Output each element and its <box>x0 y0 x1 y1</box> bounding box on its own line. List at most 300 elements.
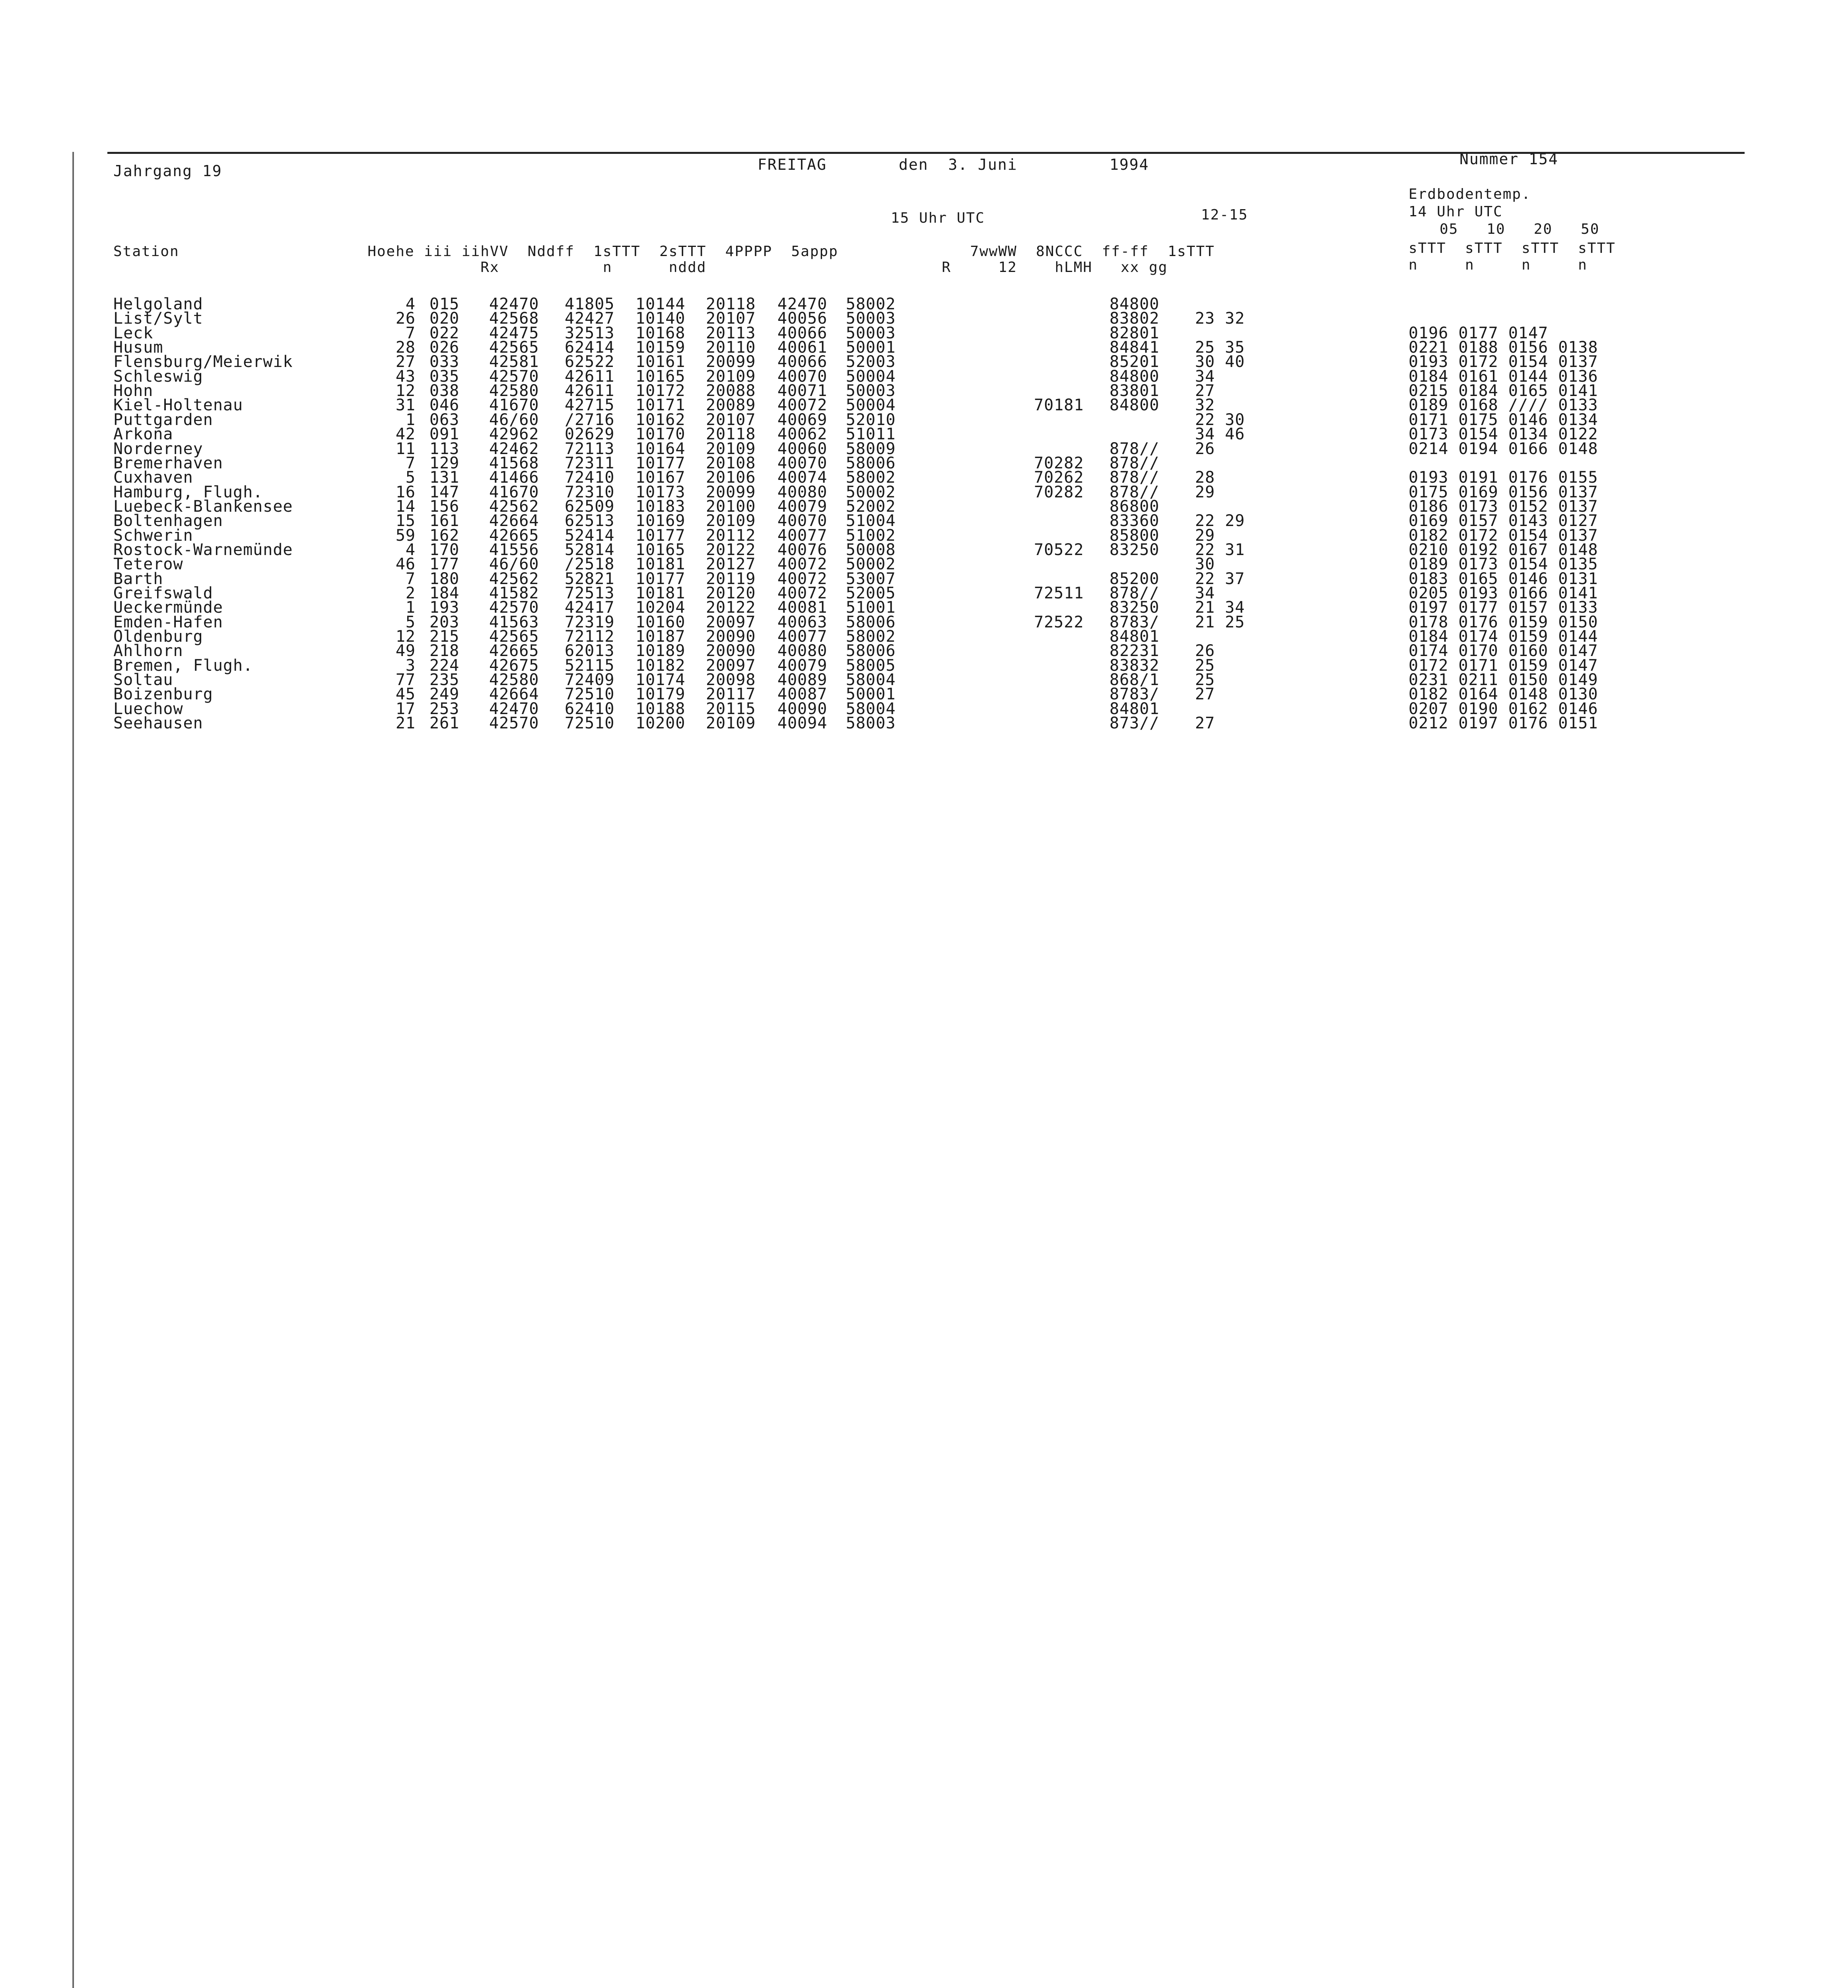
ff-ff-cell: 27 <box>1195 685 1215 703</box>
2sTTT-cell: 20098 <box>706 671 756 689</box>
iii-cell: 015 <box>429 295 460 313</box>
2sTTT-cell: 20107 <box>706 309 756 328</box>
8NCCC-cell: 84800 <box>1110 367 1160 386</box>
2sTTT-cell: 20109 <box>706 367 756 386</box>
soil-temps-cell: 0221 0188 0156 0138 <box>1409 338 1598 357</box>
4PPPP-cell: 40056 <box>777 309 828 328</box>
4PPPP-cell: 40080 <box>777 642 828 660</box>
ff-ff-cell: 22 31 <box>1195 541 1245 559</box>
hoehe-cell: 27 <box>395 353 416 371</box>
hoehe-cell: 3 <box>405 656 416 675</box>
iii-cell: 046 <box>429 396 460 414</box>
2sTTT-cell: 20090 <box>706 642 756 660</box>
iihVV-cell: 42665 <box>489 642 539 660</box>
4PPPP-cell: 40072 <box>777 584 828 602</box>
5appp-cell: 50008 <box>846 541 896 559</box>
ff-ff-cell: 22 30 <box>1195 411 1245 429</box>
5appp-cell: 58006 <box>846 642 896 660</box>
5appp-cell: 51011 <box>846 425 896 443</box>
top-rule <box>107 152 1745 154</box>
2sTTT-cell: 20097 <box>706 656 756 675</box>
iii-cell: 215 <box>429 627 460 646</box>
hoehe-cell: 26 <box>395 309 416 328</box>
iihVV-cell: 42570 <box>489 367 539 386</box>
7wwWW-cell: 72511 <box>1034 584 1084 602</box>
ff-ff-cell: 34 46 <box>1195 425 1245 443</box>
ff-ff-cell: 29 <box>1195 526 1215 545</box>
4PPPP-cell: 40069 <box>777 411 828 429</box>
2sTTT-cell: 20122 <box>706 541 756 559</box>
soil-temps-cell: 0171 0175 0146 0134 <box>1409 411 1598 429</box>
iihVV-cell: 41466 <box>489 468 539 487</box>
7wwWW-cell: 70282 <box>1034 483 1084 501</box>
5appp-cell: 50001 <box>846 338 896 357</box>
1sTTT-cell: 10187 <box>635 627 686 646</box>
1sTTT-cell: 10177 <box>635 570 686 588</box>
hoehe-cell: 59 <box>395 526 416 545</box>
iii-cell: 022 <box>429 324 460 342</box>
Nddff-cell: /2518 <box>565 555 615 573</box>
station-name-cell: Hohn <box>113 382 154 400</box>
station-name-cell: Teterow <box>113 555 183 573</box>
station-name-cell: Greifswald <box>113 584 213 602</box>
hoehe-cell: 14 <box>395 497 416 516</box>
iii-cell: 162 <box>429 526 460 545</box>
hoehe-cell: 45 <box>395 685 416 703</box>
iihVV-cell: 42568 <box>489 309 539 328</box>
7wwWW-cell: 70522 <box>1034 541 1084 559</box>
4PPPP-cell: 40072 <box>777 396 828 414</box>
1sTTT-cell: 10162 <box>635 411 686 429</box>
hoehe-cell: 7 <box>405 454 416 472</box>
hoehe-cell: 7 <box>405 570 416 588</box>
hoehe-cell: 16 <box>395 483 416 501</box>
2sTTT-cell: 20122 <box>706 598 756 617</box>
5appp-cell: 58004 <box>846 700 896 718</box>
1sTTT-cell: 10172 <box>635 382 686 400</box>
station-name-cell: Rostock-Warnemünde <box>113 541 293 559</box>
8NCCC-cell: 878// <box>1110 454 1160 472</box>
8NCCC-cell: 83250 <box>1110 541 1160 559</box>
hoehe-cell: 17 <box>395 700 416 718</box>
8NCCC-cell: 84801 <box>1110 627 1160 646</box>
iihVV-cell: 42562 <box>489 570 539 588</box>
ff-ff-cell: 30 <box>1195 555 1215 573</box>
8NCCC-cell: 86800 <box>1110 497 1160 516</box>
4PPPP-cell: 40079 <box>777 656 828 675</box>
station-name-cell: Barth <box>113 570 163 588</box>
soil-temps-cell: 0182 0172 0154 0137 <box>1409 526 1598 545</box>
iihVV-cell: 41568 <box>489 454 539 472</box>
1sTTT-cell: 10170 <box>635 425 686 443</box>
header-year: 1994 <box>1110 156 1149 173</box>
4PPPP-cell: 40089 <box>777 671 828 689</box>
8NCCC-cell: 83832 <box>1110 656 1160 675</box>
2sTTT-cell: 20117 <box>706 685 756 703</box>
station-name-cell: Bremerhaven <box>113 454 223 472</box>
5appp-cell: 51004 <box>846 512 896 530</box>
1sTTT-cell: 10189 <box>635 642 686 660</box>
5appp-cell: 50004 <box>846 396 896 414</box>
8NCCC-cell: 84800 <box>1110 396 1160 414</box>
iihVV-cell: 42470 <box>489 700 539 718</box>
8NCCC-cell: 82231 <box>1110 642 1160 660</box>
iii-cell: 180 <box>429 570 460 588</box>
iihVV-cell: 42562 <box>489 497 539 516</box>
Nddff-cell: /2716 <box>565 411 615 429</box>
iii-cell: 131 <box>429 468 460 487</box>
1sTTT-cell: 10165 <box>635 541 686 559</box>
5appp-cell: 53007 <box>846 570 896 588</box>
hoehe-cell: 21 <box>395 714 416 732</box>
1sTTT-cell: 10169 <box>635 512 686 530</box>
Nddff-cell: 72513 <box>565 584 615 602</box>
1sTTT-cell: 10165 <box>635 367 686 386</box>
iii-cell: 147 <box>429 483 460 501</box>
Nddff-cell: 41805 <box>565 295 615 313</box>
2sTTT-cell: 20113 <box>706 324 756 342</box>
1sTTT-cell: 10182 <box>635 656 686 675</box>
Nddff-cell: 72510 <box>565 685 615 703</box>
5appp-cell: 58004 <box>846 671 896 689</box>
5appp-cell: 58002 <box>846 295 896 313</box>
4PPPP-cell: 40062 <box>777 425 828 443</box>
station-name-cell: Bremen, Flugh. <box>113 656 253 675</box>
column-header-line2: Rx n nddd R 12 hLMH xx gg <box>113 259 1168 276</box>
Nddff-cell: 42427 <box>565 309 615 328</box>
iihVV-cell: 41582 <box>489 584 539 602</box>
8NCCC-cell: 868/1 <box>1110 671 1160 689</box>
header-day: FREITAG <box>758 156 827 173</box>
2sTTT-cell: 20109 <box>706 440 756 458</box>
soil-temps-cell: 0169 0157 0143 0127 <box>1409 512 1598 530</box>
1sTTT-cell: 10188 <box>635 700 686 718</box>
Nddff-cell: 42417 <box>565 598 615 617</box>
4PPPP-cell: 40072 <box>777 570 828 588</box>
ff-ff-cell: 25 <box>1195 671 1215 689</box>
iii-cell: 161 <box>429 512 460 530</box>
iii-cell: 218 <box>429 642 460 660</box>
5appp-cell: 50001 <box>846 685 896 703</box>
4PPPP-cell: 40077 <box>777 627 828 646</box>
hoehe-cell: 43 <box>395 367 416 386</box>
4PPPP-cell: 40079 <box>777 497 828 516</box>
station-name-cell: Boltenhagen <box>113 512 223 530</box>
2sTTT-cell: 20110 <box>706 338 756 357</box>
Nddff-cell: 52414 <box>565 526 615 545</box>
1sTTT-cell: 10164 <box>635 440 686 458</box>
soil-depths: 05 10 20 50 <box>1440 221 1600 237</box>
5appp-cell: 50002 <box>846 483 896 501</box>
2sTTT-cell: 20119 <box>706 570 756 588</box>
Nddff-cell: 52821 <box>565 570 615 588</box>
4PPPP-cell: 40071 <box>777 382 828 400</box>
soil-temps-cell: 0173 0154 0134 0122 <box>1409 425 1598 443</box>
1sTTT-cell: 10174 <box>635 671 686 689</box>
hoehe-cell: 15 <box>395 512 416 530</box>
iihVV-cell: 42580 <box>489 671 539 689</box>
1sTTT-cell: 10204 <box>635 598 686 617</box>
iihVV-cell: 42664 <box>489 512 539 530</box>
iii-cell: 038 <box>429 382 460 400</box>
Nddff-cell: 72310 <box>565 483 615 501</box>
4PPPP-cell: 40077 <box>777 526 828 545</box>
Nddff-cell: 72410 <box>565 468 615 487</box>
8NCCC-cell: 84801 <box>1110 700 1160 718</box>
4PPPP-cell: 40070 <box>777 367 828 386</box>
7wwWW-cell: 70262 <box>1034 468 1084 487</box>
4PPPP-cell: 40087 <box>777 685 828 703</box>
iii-cell: 249 <box>429 685 460 703</box>
soil-temps-cell: 0193 0191 0176 0155 <box>1409 468 1598 487</box>
iihVV-cell: 41556 <box>489 541 539 559</box>
ff-ff-cell: 29 <box>1195 483 1215 501</box>
4PPPP-cell: 42470 <box>777 295 828 313</box>
ff-ff-cell: 23 32 <box>1195 309 1245 328</box>
Nddff-cell: 72311 <box>565 454 615 472</box>
iihVV-cell: 42470 <box>489 295 539 313</box>
station-name-cell: Arkona <box>113 425 173 443</box>
ff-ff-cell: 28 <box>1195 468 1215 487</box>
ff-ff-cell: 21 25 <box>1195 613 1245 631</box>
iii-cell: 020 <box>429 309 460 328</box>
8NCCC-cell: 83250 <box>1110 598 1160 617</box>
soil-temps-cell: 0207 0190 0162 0146 <box>1409 700 1598 718</box>
station-name-cell: Helgoland <box>113 295 203 313</box>
ff-ff-cell: 27 <box>1195 382 1215 400</box>
5appp-cell: 58009 <box>846 440 896 458</box>
iihVV-cell: 42664 <box>489 685 539 703</box>
4PPPP-cell: 40081 <box>777 598 828 617</box>
1sTTT-cell: 10160 <box>635 613 686 631</box>
2sTTT-cell: 20107 <box>706 411 756 429</box>
hoehe-cell: 46 <box>395 555 416 573</box>
5appp-cell: 58003 <box>846 714 896 732</box>
2sTTT-cell: 20100 <box>706 497 756 516</box>
Nddff-cell: 62513 <box>565 512 615 530</box>
Nddff-cell: 72319 <box>565 613 615 631</box>
4PPPP-cell: 40076 <box>777 541 828 559</box>
soil-temps-cell: 0172 0171 0159 0147 <box>1409 656 1598 675</box>
2sTTT-cell: 20118 <box>706 425 756 443</box>
soil-temps-cell: 0174 0170 0160 0147 <box>1409 642 1598 660</box>
4PPPP-cell: 40080 <box>777 483 828 501</box>
soil-temps-cell: 0184 0161 0144 0136 <box>1409 367 1598 386</box>
left-margin-line <box>72 152 74 1988</box>
header-number: Nummer 154 <box>1459 150 1558 168</box>
iii-cell: 035 <box>429 367 460 386</box>
ff-ff-cell: 26 <box>1195 642 1215 660</box>
2sTTT-cell: 20089 <box>706 396 756 414</box>
2sTTT-cell: 20112 <box>706 526 756 545</box>
soil-header-line1: sTTT sTTT sTTT sTTT <box>1409 240 1616 256</box>
1sTTT-cell: 10144 <box>635 295 686 313</box>
station-name-cell: Leck <box>113 324 154 342</box>
ff-ff-cell: 27 <box>1195 714 1215 732</box>
soil-temps-cell: 0189 0168 //// 0133 <box>1409 396 1598 414</box>
iii-cell: 177 <box>429 555 460 573</box>
5appp-cell: 52003 <box>846 353 896 371</box>
hoehe-cell: 49 <box>395 642 416 660</box>
header-left: Jahrgang 19 <box>113 162 222 180</box>
2sTTT-cell: 20099 <box>706 353 756 371</box>
iii-cell: 026 <box>429 338 460 357</box>
iii-cell: 063 <box>429 411 460 429</box>
hoehe-cell: 42 <box>395 425 416 443</box>
Nddff-cell: 62509 <box>565 497 615 516</box>
iihVV-cell: 42570 <box>489 598 539 617</box>
iii-cell: 156 <box>429 497 460 516</box>
1sTTT-cell: 10179 <box>635 685 686 703</box>
station-name-cell: Luechow <box>113 700 183 718</box>
1sTTT-cell: 10177 <box>635 526 686 545</box>
iii-cell: 091 <box>429 425 460 443</box>
iii-cell: 113 <box>429 440 460 458</box>
ff-ff-cell: 34 <box>1195 584 1215 602</box>
8NCCC-cell: 83801 <box>1110 382 1160 400</box>
1sTTT-cell: 10183 <box>635 497 686 516</box>
station-name-cell: List/Sylt <box>113 309 203 328</box>
1sTTT-cell: 10159 <box>635 338 686 357</box>
soil-temps-cell: 0197 0177 0157 0133 <box>1409 598 1598 617</box>
8NCCC-cell: 878// <box>1110 440 1160 458</box>
soil-temps-cell: 0178 0176 0159 0150 <box>1409 613 1598 631</box>
Nddff-cell: 72113 <box>565 440 615 458</box>
1sTTT-cell: 10167 <box>635 468 686 487</box>
2sTTT-cell: 20106 <box>706 468 756 487</box>
iii-cell: 224 <box>429 656 460 675</box>
hoehe-cell: 4 <box>405 541 416 559</box>
5appp-cell: 58002 <box>846 627 896 646</box>
ff-ff-cell: 30 40 <box>1195 353 1245 371</box>
iihVV-cell: 42565 <box>489 338 539 357</box>
8NCCC-cell: 878// <box>1110 468 1160 487</box>
station-name-cell: Ueckermünde <box>113 598 223 617</box>
soil-temps-cell: 0231 0211 0150 0149 <box>1409 671 1598 689</box>
iii-cell: 235 <box>429 671 460 689</box>
2sTTT-cell: 20090 <box>706 627 756 646</box>
Nddff-cell: 42715 <box>565 396 615 414</box>
station-name-cell: Flensburg/Meierwik <box>113 353 293 371</box>
5appp-cell: 58005 <box>846 656 896 675</box>
8NCCC-cell: 82801 <box>1110 324 1160 342</box>
5appp-cell: 50002 <box>846 555 896 573</box>
4PPPP-cell: 40094 <box>777 714 828 732</box>
5appp-cell: 50003 <box>846 324 896 342</box>
8NCCC-cell: 83802 <box>1110 309 1160 328</box>
Nddff-cell: 72510 <box>565 714 615 732</box>
8NCCC-cell: 84841 <box>1110 338 1160 357</box>
iihVV-cell: 42462 <box>489 440 539 458</box>
4PPPP-cell: 40074 <box>777 468 828 487</box>
hoehe-cell: 4 <box>405 295 416 313</box>
2sTTT-cell: 20115 <box>706 700 756 718</box>
4PPPP-cell: 40063 <box>777 613 828 631</box>
iihVV-cell: 42675 <box>489 656 539 675</box>
2sTTT-cell: 20120 <box>706 584 756 602</box>
4PPPP-cell: 40090 <box>777 700 828 718</box>
hoehe-cell: 5 <box>405 613 416 631</box>
Nddff-cell: 52814 <box>565 541 615 559</box>
station-name-cell: Luebeck-Blankensee <box>113 497 293 516</box>
time-utc-label: 15 Uhr UTC <box>891 210 985 226</box>
5appp-cell: 50004 <box>846 367 896 386</box>
hoehe-cell: 28 <box>395 338 416 357</box>
iihVV-cell: 42962 <box>489 425 539 443</box>
Nddff-cell: 42611 <box>565 382 615 400</box>
4PPPP-cell: 40066 <box>777 324 828 342</box>
1sTTT-cell: 10177 <box>635 454 686 472</box>
iihVV-cell: 42665 <box>489 526 539 545</box>
station-name-cell: Boizenburg <box>113 685 213 703</box>
iihVV-cell: 46/60 <box>489 555 539 573</box>
station-name-cell: Cuxhaven <box>113 468 193 487</box>
5appp-cell: 50003 <box>846 382 896 400</box>
Nddff-cell: 62522 <box>565 353 615 371</box>
soil-temps-cell: 0189 0173 0154 0135 <box>1409 555 1598 573</box>
soil-temps-cell: 0184 0174 0159 0144 <box>1409 627 1598 646</box>
7wwWW-cell: 70181 <box>1034 396 1084 414</box>
iii-cell: 193 <box>429 598 460 617</box>
5appp-cell: 52005 <box>846 584 896 602</box>
iii-cell: 253 <box>429 700 460 718</box>
2sTTT-cell: 20127 <box>706 555 756 573</box>
soil-header-line2: n n n n <box>1409 257 1588 273</box>
soil-temps-cell: 0215 0184 0165 0141 <box>1409 382 1598 400</box>
iihVV-cell: 42570 <box>489 714 539 732</box>
2sTTT-cell: 20097 <box>706 613 756 631</box>
1sTTT-cell: 10140 <box>635 309 686 328</box>
5appp-cell: 52002 <box>846 497 896 516</box>
7wwWW-cell: 72522 <box>1034 613 1084 631</box>
1sTTT-cell: 10171 <box>635 396 686 414</box>
ff-ff-cell: 22 29 <box>1195 512 1245 530</box>
soil-time: 14 Uhr UTC <box>1409 204 1503 220</box>
8NCCC-cell: 85200 <box>1110 570 1160 588</box>
soil-temps-cell: 0186 0173 0152 0137 <box>1409 497 1598 516</box>
soil-temps-cell: 0183 0165 0146 0131 <box>1409 570 1598 588</box>
2sTTT-cell: 20108 <box>706 454 756 472</box>
iii-cell: 129 <box>429 454 460 472</box>
8NCCC-cell: 878// <box>1110 584 1160 602</box>
soil-temps-cell: 0175 0169 0156 0137 <box>1409 483 1598 501</box>
station-name-cell: Schleswig <box>113 367 203 386</box>
4PPPP-cell: 40060 <box>777 440 828 458</box>
range-label: 12-15 <box>1201 207 1248 223</box>
4PPPP-cell: 40061 <box>777 338 828 357</box>
8NCCC-cell: 8783/ <box>1110 685 1160 703</box>
5appp-cell: 51001 <box>846 598 896 617</box>
Nddff-cell: 62013 <box>565 642 615 660</box>
hoehe-cell: 1 <box>405 598 416 617</box>
2sTTT-cell: 20099 <box>706 483 756 501</box>
Nddff-cell: 32513 <box>565 324 615 342</box>
station-name-cell: Soltau <box>113 671 173 689</box>
iihVV-cell: 41563 <box>489 613 539 631</box>
1sTTT-cell: 10168 <box>635 324 686 342</box>
iii-cell: 184 <box>429 584 460 602</box>
ff-ff-cell: 32 <box>1195 396 1215 414</box>
5appp-cell: 52010 <box>846 411 896 429</box>
5appp-cell: 58006 <box>846 454 896 472</box>
soil-temps-cell: 0210 0192 0167 0148 <box>1409 541 1598 559</box>
station-name-cell: Hamburg, Flugh. <box>113 483 263 501</box>
iii-cell: 033 <box>429 353 460 371</box>
2sTTT-cell: 20109 <box>706 714 756 732</box>
station-name-cell: Kiel-Holtenau <box>113 396 243 414</box>
ff-ff-cell: 34 <box>1195 367 1215 386</box>
2sTTT-cell: 20118 <box>706 295 756 313</box>
